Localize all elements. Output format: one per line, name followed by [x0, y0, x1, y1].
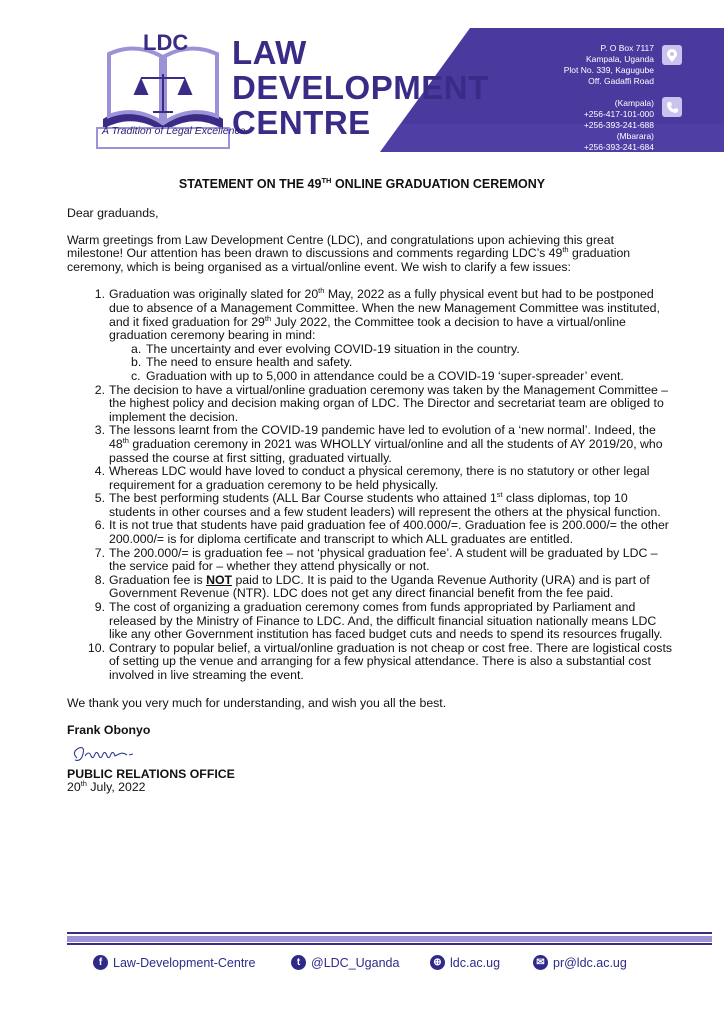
- phone-icon: [662, 97, 682, 117]
- list-item: [94, 423, 672, 465]
- item-text: The 200.000/= is graduation fee – not ‘physical graduation fee’. A student will be graduated by LDC – the service paid for – whether they attend physically or not.: [109, 545, 658, 574]
- item-number: 8.: [94, 572, 105, 587]
- org-name-line: DEVELOPMENT: [232, 69, 489, 106]
- date-text: 20: [67, 780, 81, 795]
- sub-item-text: Graduation with up to 5,000 in attendance could be a COVID-19 ‘super-spreader’ event.: [146, 368, 624, 383]
- item-text: The best performing students (ALL Bar Course students who attained 1: [109, 491, 497, 506]
- item-text: graduation ceremony in 2021 was WHOLLY virtual/online and all the students of AY 2019/20, who passed the course at first sitting, graduated virtually.: [109, 436, 663, 465]
- phone-line: +256-393-241-684: [583, 142, 654, 152]
- phone-line: (Mbarara): [616, 131, 654, 141]
- intro-text: Warm greetings from Law Development Centre (LDC), and congratulations upon achieving this great milestone! Our attention has been drawn to discussions and comments regarding LDC’s 49: [67, 232, 615, 261]
- item-text: Whereas LDC would have loved to conduct a physical ceremony, there is no statutory or other legal requirement for a graduation ceremony to be held physically.: [109, 464, 650, 492]
- phone-line: +256-393-241-688: [583, 120, 654, 130]
- list-item: [94, 490, 672, 519]
- website-text: ldc.ac.ug: [450, 955, 501, 970]
- sub-item-letter: a.: [131, 341, 142, 356]
- logo-abbr: LDC: [143, 30, 189, 55]
- item-superscript: th: [122, 435, 129, 445]
- item-number: 1.: [94, 287, 105, 302]
- item-number: 6.: [94, 518, 105, 533]
- item-text: The lessons learnt from the COVID-19 pandemic have led to evolution of a ‘new normal’. Indeed, the 48: [109, 423, 656, 451]
- address-line: P. O Box 7117: [600, 43, 654, 53]
- item-text: May, 2022 as a fully physical event but had to be postponed due to absence of a Management Committee. When the new Management Committee was instituted, and it fixed graduation for 29: [109, 287, 660, 329]
- signatory-name: Frank Obonyo: [67, 723, 151, 738]
- item-number: 4.: [94, 464, 105, 479]
- statement-body: [67, 207, 672, 795]
- twitter-text: @LDC_Uganda: [311, 955, 400, 970]
- item-superscript: th: [264, 313, 272, 323]
- item-text: It is not true that students have paid graduation fee of 400.000/=. Graduation fee is 200.000/= the other 200.000/= is for diploma certificate and transcript to which ALL graduates are entitled.: [109, 518, 669, 547]
- date-superscript: th: [80, 779, 87, 789]
- title-text: ONLINE GRADUATION CEREMONY: [331, 177, 546, 191]
- address-line: Kampala, Uganda: [585, 54, 654, 64]
- footer-rule: [67, 943, 712, 945]
- twitter-icon: t: [291, 955, 306, 970]
- closing-line: We thank you very much for understanding, and wish you all the best.: [67, 695, 447, 710]
- sub-list-item: [131, 368, 672, 384]
- greeting: Dear graduands,: [67, 206, 159, 220]
- title-superscript: TH: [321, 176, 332, 185]
- sub-list-item: [131, 355, 672, 370]
- postal-address: [564, 43, 654, 87]
- list-item: [94, 382, 672, 425]
- item-text: paid to LDC. It is paid to the Uganda Revenue Authority (URA) and is part of Government Revenue (NTR). LDC does not get any direct financial benefit from the fee paid.: [109, 572, 650, 601]
- list-item: [94, 464, 672, 492]
- globe-icon: ⊕: [430, 955, 445, 970]
- address-line: Plot No. 339, Kagugube: [563, 65, 654, 75]
- list-item: [94, 600, 672, 642]
- title-text: STATEMENT ON THE 49: [178, 177, 322, 191]
- item-text: July 2022, the Committee took a decision to have a virtual/online graduation ceremony bearing in mind:: [109, 314, 626, 343]
- item-superscript: th: [318, 286, 325, 296]
- item-number: 2.: [94, 382, 105, 397]
- item-number: 10.: [87, 640, 105, 655]
- phone-line: (Kampala): [614, 98, 654, 108]
- address-line: Off. Gadaffi Road: [588, 76, 654, 86]
- list-item: [94, 518, 672, 547]
- sub-list: [109, 343, 672, 384]
- item-number: 3.: [94, 423, 105, 438]
- sub-item-text: The uncertainty and ever evolving COVID-19 situation in the country.: [146, 341, 520, 356]
- footer-rule: [67, 932, 712, 934]
- tagline: A Tradition of Legal Excellence: [102, 125, 246, 137]
- email-icon: ✉: [533, 955, 548, 970]
- phone-numbers: [584, 98, 654, 153]
- letterhead: [0, 0, 724, 160]
- item-text: Graduation was originally slated for 20: [109, 287, 319, 302]
- list-item: [94, 572, 672, 601]
- sub-item-letter: b.: [131, 355, 142, 370]
- item-text: Contrary to popular belief, a virtual/online graduation is not cheap or cost free. There are logistical costs of setting up the venue and arranging for a few physical attendance. There is also a substantial cost involved in live streaming the event.: [109, 640, 673, 682]
- location-pin-icon: [662, 45, 682, 65]
- phone-line: +256-417-101-000: [583, 109, 654, 119]
- twitter-link[interactable]: [291, 955, 399, 970]
- item-text: Graduation fee is: [109, 572, 207, 587]
- item-number: 7.: [94, 545, 105, 560]
- facebook-icon: f: [93, 955, 108, 970]
- statement-date: [67, 781, 672, 795]
- footer-rule: [67, 936, 712, 942]
- sub-item-text: The need to ensure health and safety.: [146, 355, 353, 370]
- email-text: pr@ldc.ac.ug: [553, 955, 627, 970]
- list-item: [87, 640, 673, 683]
- intro-text: graduation ceremony, which is being organised as a virtual/online event. We wish to clarify a few issues:: [67, 246, 631, 274]
- item-number: 5.: [94, 491, 105, 506]
- list-item: [94, 286, 672, 383]
- item-emphasis: NOT: [206, 572, 233, 587]
- item-text: The decision to have a virtual/online graduation ceremony was taken by the Management Committee – the highest policy and decision making organ of LDC. The Director and secretariat team are obliged to implement the decision.: [109, 382, 669, 424]
- intro-paragraph: [67, 234, 672, 275]
- facebook-link[interactable]: [93, 955, 255, 970]
- item-superscript: st: [496, 490, 503, 500]
- website-link[interactable]: [430, 955, 500, 970]
- list-item: [94, 545, 672, 574]
- office-name: PUBLIC RELATIONS OFFICE: [67, 766, 235, 781]
- signature: [67, 738, 672, 768]
- item-text: class diplomas, top 10 students in other courses and a few student leaders) will represent the others at the physical function.: [109, 491, 661, 519]
- clarification-list: [67, 288, 672, 682]
- sub-list-item: [131, 341, 672, 357]
- sub-item-letter: c.: [131, 368, 141, 383]
- item-number: 9.: [94, 600, 105, 615]
- statement-title: [0, 177, 724, 191]
- date-text: July, 2022: [86, 780, 146, 795]
- organization-name: [232, 35, 489, 140]
- email-link[interactable]: [533, 955, 627, 970]
- intro-superscript: th: [562, 245, 569, 255]
- org-name-line: CENTRE: [232, 104, 371, 141]
- facebook-text: Law-Development-Centre: [113, 955, 256, 970]
- org-name-line: LAW: [232, 34, 307, 71]
- footer-contacts: [93, 955, 693, 975]
- item-text: The cost of organizing a graduation ceremony comes from funds appropriated by Parliament and released by the Ministry of Finance to LDC. And, the difficult financial situation nationally means LDC like any other Government institution has faced budget cuts and needs to spend its resources frugally.: [109, 600, 663, 642]
